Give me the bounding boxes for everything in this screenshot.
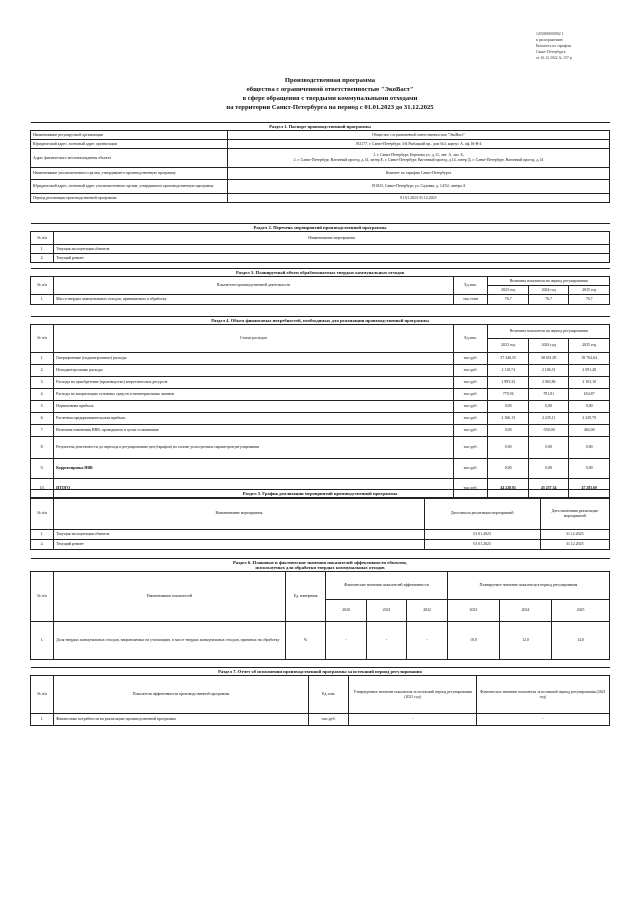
row-number: 1. (31, 353, 54, 365)
heading-line: используемых для обработки твердых коммунальных отходов (255, 565, 385, 570)
value-cell: - (366, 622, 407, 660)
value-cell: 2 063,86 (528, 377, 569, 389)
column-header: Ед.изм. (453, 325, 488, 353)
stamp-line: от 16.12.2022 № 157-р (536, 56, 572, 60)
expense-name: Результаты деятельности до перехода к регулированию цен (тарифов) на основе долгосрочных параметров регулирования (54, 437, 454, 459)
passport-label: Наименование уполномоченного органа, утвердившего производственную программу (31, 168, 228, 180)
column-header: Ед. изм. (308, 676, 349, 714)
value-cell: 791,81 (528, 389, 569, 401)
value-cell: 39 762,64 (569, 353, 610, 365)
expense-name: Нормативная прибыль (54, 401, 454, 413)
passport-label: Период реализации производственной программы (31, 194, 228, 203)
year-header: 2023 (447, 600, 499, 622)
column-header: Утвержденное значение показателя за истекший период регулирования (2021 год) (349, 676, 476, 714)
column-header: Показатели производственной деятельности (54, 277, 454, 295)
address-line: 2. г. Санкт-Петербург, Вагонный проезд, д.14, литер Е, г. Санкт-Петербург, Вагонный проезд, д.14, литер Д, г. Санкт-Петербург, Вагонный проезд, д.14 (293, 158, 544, 162)
address-line: 1. г. Санкт-Петербург, Березова ул., д.11, лит. А, лит. Б; (373, 153, 464, 157)
section-heading: Раздел 7. Отчет об исполнении производственной программы за истекший период регулирования (31, 668, 610, 676)
section-1-passport (30, 122, 610, 203)
section-heading: Раздел 3. Планируемый объем обрабатываемых твердых коммунальных отходов (31, 269, 610, 277)
value-cell: 654,87 (569, 389, 610, 401)
row-number: 1. (31, 295, 54, 305)
title-line: в сфере обращения с твердыми коммунальными отходами (242, 95, 418, 102)
activity-name: Текущая эксплуатация объектов (54, 245, 610, 254)
fact-value: - (476, 714, 609, 726)
value-cell: 2 106,51 (528, 365, 569, 377)
unit: тыс.руб. (453, 437, 488, 459)
stamp-line: Комитета по тарифам (536, 44, 572, 48)
value-cell: 76,7 (569, 295, 610, 305)
row-number: 1. (31, 245, 54, 254)
expense-name: Корректировка НВВ (54, 459, 454, 479)
row-number: 6. (31, 413, 54, 425)
section-4-finance (30, 316, 610, 499)
column-header: Планируемое значение показателя в период регулирования (447, 572, 609, 600)
unit: тыс.руб. (453, 413, 488, 425)
value-cell: 0,00 (569, 459, 610, 479)
value-cell: 2 103,10 (569, 377, 610, 389)
stamp-line: 1292600000802 1 (536, 32, 564, 36)
end-date: 31.12.2025 (540, 530, 609, 540)
column-header: Дата начала реализации мероприятий (424, 498, 540, 530)
value-cell: 0,00 (488, 425, 529, 437)
row-number: 2. (31, 540, 54, 550)
approval-stamp (536, 31, 616, 61)
value-cell: 2 166,13 (488, 413, 529, 425)
approved-value: - (349, 714, 476, 726)
value-cell: 0,00 (569, 401, 610, 413)
year-header: 2023 год (488, 286, 529, 295)
year-header: 2021 (366, 600, 407, 622)
expense-name: Величина изменения НВВ, проводимого в целях сглаживания (54, 425, 454, 437)
value-cell: 0,00 (528, 401, 569, 413)
year-header: 2024 год (528, 286, 569, 295)
column-header: Ед.изм. (453, 277, 488, 295)
column-header: № п/п (31, 572, 54, 622)
value-cell: 2 235,11 (528, 413, 569, 425)
column-header: № п/п (31, 676, 54, 714)
value-cell: 38 651,85 (528, 353, 569, 365)
expense-name: Неподконтрольные расходы (54, 365, 454, 377)
expense-name: Расчетная предпринимательская прибыль (54, 413, 454, 425)
indicator-name: Доля твердых коммунальных отходов, направляемых на утилизацию, в массе твердых коммунальных отходов, принятых на обработку (54, 622, 286, 660)
value-cell: 76,7 (528, 295, 569, 305)
column-header: № п/п (31, 325, 54, 353)
year-header: 2025 год (569, 286, 610, 295)
row-number: 2. (31, 365, 54, 377)
expense-name: Расходы на амортизацию основных средств и нематериальных активов (54, 389, 454, 401)
total-value: 45 257,34 (528, 479, 569, 499)
row-number: 5. (31, 401, 54, 413)
section-heading: Раздел 1. Паспорт производственной программы (31, 123, 610, 131)
indicator-name: Масса твердых коммунальных отходов, принимаемых в обработку (54, 295, 454, 305)
row-number: 8. (31, 437, 54, 459)
unit: тыс.руб. (453, 479, 488, 499)
value-cell: 0,00 (488, 437, 529, 459)
year-header: 2024 год (528, 339, 569, 353)
section-5-schedule (30, 489, 610, 550)
section-heading: Раздел 5. График реализации мероприятий производственной программы (31, 490, 610, 498)
year-header: 2024 (499, 600, 551, 622)
activity-name: Текущий ремонт (54, 254, 610, 263)
column-header: Фактические значения показателей эффективности (326, 572, 448, 600)
column-header: Величина показателя на период регулирования (488, 277, 610, 286)
value-cell: 0,00 (488, 401, 529, 413)
passport-value: 192177, г. Санкт-Петербург, 3-й Рыбацкий пр., дом №3, корпус А, оф.16-Н-4 (227, 140, 609, 149)
start-date: 01.01.2023 (424, 530, 540, 540)
unit: тыс.руб. (308, 714, 349, 726)
column-header: Наименование мероприятия (54, 232, 610, 245)
section-6-efficiency (30, 558, 610, 660)
section-heading: Раздел 4. Объем финансовых потребностей, необходимых для реализации производственной программы (31, 317, 610, 325)
row-number: 1. (31, 622, 54, 660)
column-header: Ед. измерения (285, 572, 326, 622)
value-cell: 37 240,55 (488, 353, 529, 365)
value-cell: 0,00 (528, 459, 569, 479)
row-number: 7. (31, 425, 54, 437)
expense-name: Операционные (подконтрольные) расходы (54, 353, 454, 365)
value-cell: 10,0 (447, 622, 499, 660)
start-date: 01.01.2023 (424, 540, 540, 550)
column-header: № п/п (31, 498, 54, 530)
title-line: Производственная программа (284, 77, 376, 84)
column-header: Показатели эффективности производственной программы (54, 676, 309, 714)
indicator-name: Финансовые потребности на реализацию производственной программы (54, 714, 309, 726)
value-cell: 0,00 (569, 437, 610, 459)
value-cell: 2 118,74 (488, 365, 529, 377)
unit: тыс.руб. (453, 459, 488, 479)
end-date: 31.12.2025 (540, 540, 609, 550)
section-2-activities (30, 223, 610, 263)
row-number: 2. (31, 254, 54, 263)
column-header: Величина показателя на период регулирования (488, 325, 610, 339)
value-cell: 1 993,33 (488, 377, 529, 389)
expense-name: ИТОГО (54, 479, 454, 499)
passport-value: 191023, Санкт-Петербург, ул. Садовая, д. 14/52, литера А (227, 180, 609, 194)
row-number: 9. (31, 459, 54, 479)
passport-label: Юридический адрес, почтовый адрес уполномоченного органа, утвердившего производственную программу (31, 180, 228, 194)
passport-value (227, 149, 609, 168)
section-heading: Раздел 2. Перечень мероприятий производственной программы (31, 224, 610, 232)
unit: тыс.руб. (453, 389, 488, 401)
unit: % (285, 622, 326, 660)
unit: тыс.руб. (453, 365, 488, 377)
row-number: 4. (31, 389, 54, 401)
passport-value: Общество с ограниченной ответственностью "ЭкоВаст" (227, 131, 609, 140)
expense-name: Расходы на приобретение (производство) энергетических ресурсов (54, 377, 454, 389)
year-header: 2025 (552, 600, 610, 622)
value-cell: 76,7 (488, 295, 529, 305)
unit: тыс.руб. (453, 401, 488, 413)
value-cell: 779,56 (488, 389, 529, 401)
value-cell: - (326, 622, 367, 660)
column-header: Статьи расходов (54, 325, 454, 353)
unit: тыс.руб. (453, 353, 488, 365)
value-cell: -550,00 (528, 425, 569, 437)
value-cell: - (407, 622, 448, 660)
year-header: 2020 (326, 600, 367, 622)
column-header: Фактическое значение показателя за истекший период регулирования (2021 год) (476, 676, 609, 714)
unit: тыс.тонн (453, 295, 488, 305)
value-cell: 462,00 (569, 425, 610, 437)
column-header: Наименование показателей (54, 572, 286, 622)
heading-line: Раздел 6. Плановые и фактические значения показателей эффективности объектов, (232, 560, 408, 565)
passport-value: 01.01.2023-31.12.2025 (227, 194, 609, 203)
section-heading (31, 559, 610, 572)
unit: тыс.руб. (453, 425, 488, 437)
value-cell: 0,00 (488, 459, 529, 479)
passport-label: Юридический адрес, почтовый адрес организации (31, 140, 228, 149)
stamp-line: к распоряжению (536, 38, 563, 42)
row-number: 1. (31, 530, 54, 540)
passport-value: Комитет по тарифам Санкт-Петербурга (227, 168, 609, 180)
total-value: 44 228,81 (488, 479, 529, 499)
year-header: 2022 (407, 600, 448, 622)
activity-name: Текущая эксплуатация объектов (54, 530, 425, 540)
title-line: общества с ограниченной ответственностью "ЭкоВаст" (246, 86, 414, 93)
section-7-report (30, 667, 610, 726)
activity-name: Текущий ремонт (54, 540, 425, 550)
stamp-line: Санкт-Петербурга (536, 50, 566, 54)
column-header: Дата окончания реализации мероприятий (540, 498, 609, 530)
row-number: 3. (31, 377, 54, 389)
total-value: 47 285,69 (569, 479, 610, 499)
passport-label: Наименование регулируемой организации (31, 131, 228, 140)
value-cell: 2 091,28 (569, 365, 610, 377)
title-line: на территории Санкт-Петербурга на период с 01.01.2023 до 31.12.2025 (226, 104, 434, 111)
column-header: № п/п (31, 232, 54, 245)
value-cell: 0,00 (528, 437, 569, 459)
row-number: 10. (31, 479, 54, 499)
row-number: 1. (31, 714, 54, 726)
value-cell: 14,0 (552, 622, 610, 660)
value-cell: 12,0 (499, 622, 551, 660)
document-title (60, 76, 600, 112)
unit: тыс.руб. (453, 377, 488, 389)
column-header: № п/п (31, 277, 54, 295)
year-header: 2023 год (488, 339, 529, 353)
value-cell: 2 229,79 (569, 413, 610, 425)
year-header: 2025 год (569, 339, 610, 353)
passport-label: Адрес фактического местонахождения объекта (31, 149, 228, 168)
column-header: Наименование мероприятия (54, 498, 425, 530)
section-3-volume (30, 268, 610, 305)
